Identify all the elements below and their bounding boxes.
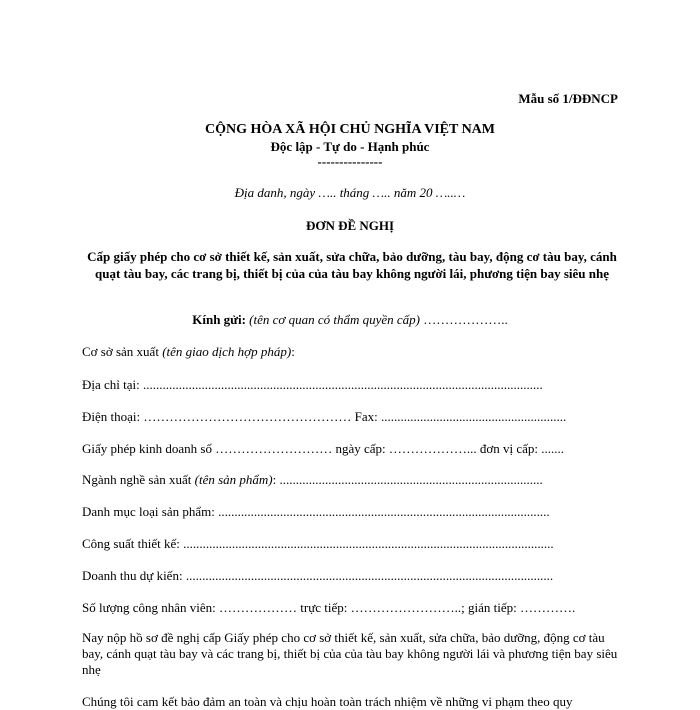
field-expected-revenue: Doanh thu dự kiến: ................................................................................................................. [82,568,554,583]
place-date-line: Địa danh, ngày ….. tháng ….. năm 20 …..… [234,185,466,200]
field-producer: Cơ sở sản xuất (tên giao dịch hợp pháp): [82,344,295,359]
field-address: Địa chỉ tại: ........................................................................................................................... [82,377,543,392]
field-design-capacity: Công suất thiết kế: .................................................................................................................. [82,536,554,551]
commitment-paragraph: Chúng tôi cam kết bảo đảm an toàn và chịu hoàn toàn trách nhiệm về những vi phạm theo quy [82,694,573,709]
document-title: ĐƠN ĐỀ NGHỊ [305,218,395,233]
request-paragraph: Nay nộp hồ sơ đề nghị cấp Giấy phép cho cơ sở thiết kế, sản xuất, sửa chữa, bảo dưỡng, động cơ tàu bay, cánh quạt tàu bay và các trang bị, thiết bị của của tàu bay không người lái và phương tiện bay siêu nhẹ [82,630,618,677]
recipient-fill: ……………….. [420,312,508,327]
field-product-list: Danh mục loại sản phẩm: ...................................................................................................... [82,504,550,519]
field-business-license: Giấy phép kinh doanh số ……………………… ngày cấp: ………………... đơn vị cấp: ....... [82,441,565,456]
field-production-sector: Ngành nghề sản xuất (tên sản phẩm): ................................................................................. [82,472,543,487]
recipient-hint: (tên cơ quan có thẩm quyền cấp) [249,312,420,327]
field-staff-count: Số lượng công nhân viên: ……………… trực tiếp: ……………………..; gián tiếp: …………. [82,600,576,615]
field-phone-fax: Điện thoại: ………………………………………… Fax: ......................................................... [82,409,567,424]
national-motto: Độc lập - Tự do - Hạnh phúc [270,139,430,154]
recipient-label: Kính gửi: [192,312,246,327]
recipient-line [0,312,700,328]
form-code: Mẫu số 1/ĐĐNCP [518,91,618,106]
document-subject: Cấp giấy phép cho cơ sở thiết kế, sản xuất, sửa chữa, bảo dưỡng, tàu bay, động cơ tàu bay, cánh quạt tàu bay, các trang bị, thiết bị của của tàu bay không người lái, phương tiện bay siêu nhẹ [87,249,617,281]
national-title: CỘNG HÒA XÃ HỘI CHỦ NGHĨA VIỆT NAM [204,122,495,137]
header-separator: --------------- [317,154,383,169]
